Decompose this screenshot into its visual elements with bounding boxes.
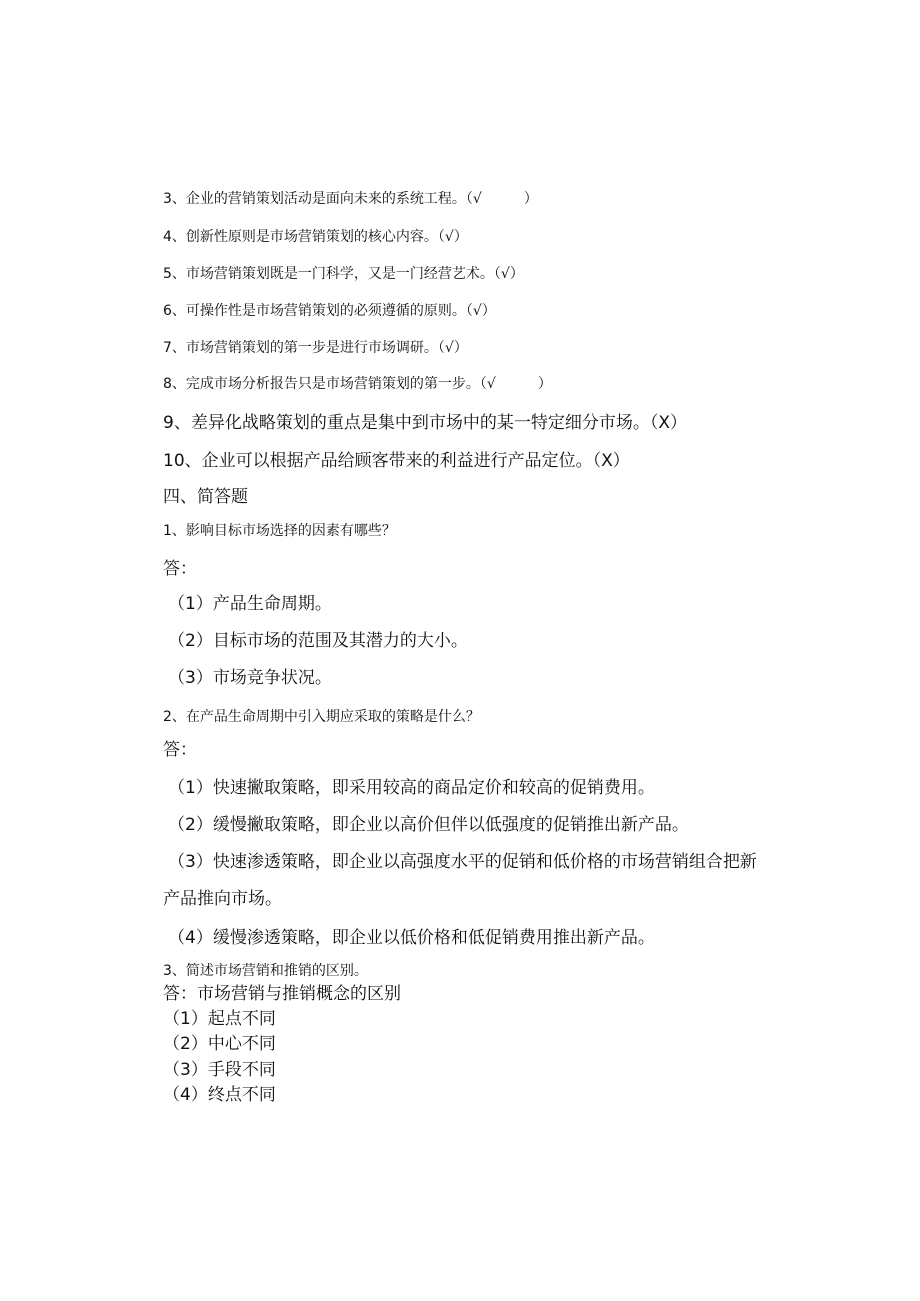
answer-2-item-2: （2）缓慢撇取策略，即企业以高价但伴以低强度的促销推出新产品。 xyxy=(168,815,689,835)
question-3: 3、简述市场营销和推销的区别。 xyxy=(163,963,368,979)
question-1: 1、影响目标市场选择的因素有哪些？ xyxy=(163,523,396,539)
answer-2-item-1: （1）快速撇取策略，即采用较高的商品定价和较高的促销费用。 xyxy=(168,778,655,798)
answer-label-3: 答：市场营销与推销概念的区别 xyxy=(163,984,401,1004)
answer-2-item-4: （4）缓慢渗透策略，即企业以低价格和低促销费用推出新产品。 xyxy=(168,928,655,948)
answer-2-item-3-continued: 产品推向市场。 xyxy=(163,889,282,909)
answer-2-item-3: （3）快速渗透策略，即企业以高强度水平的促销和低价格的市场营销组合把新 xyxy=(168,852,757,872)
answer-3-item-2: （2）中心不同 xyxy=(163,1034,276,1054)
judgement-item-8: 8、完成市场分析报告只是市场营销策划的第一步。（√ ） xyxy=(163,376,552,392)
answer-1-item-3: （3）市场竞争状况。 xyxy=(168,668,332,688)
question-2: 2、在产品生命周期中引入期应采取的策略是什么？ xyxy=(163,709,480,725)
judgement-item-3: 3、企业的营销策划活动是面向未来的系统工程。（√ ） xyxy=(163,191,538,207)
answer-label-1: 答： xyxy=(163,559,197,579)
judgement-item-5: 5、市场营销策划既是一门科学，又是一门经营艺术。（√） xyxy=(163,266,524,282)
judgement-item-10: 10、企业可以根据产品给顾客带来的利益进行产品定位。（X） xyxy=(163,451,630,471)
answer-3-item-3: （3）手段不同 xyxy=(163,1060,276,1080)
answer-3-item-4: （4）终点不同 xyxy=(163,1085,276,1105)
answer-label-2: 答： xyxy=(163,740,197,760)
answer-1-item-1: （1）产品生命周期。 xyxy=(168,594,332,614)
judgement-item-6: 6、可操作性是市场营销策划的必须遵循的原则。（√） xyxy=(163,303,496,319)
section-title: 四、简答题 xyxy=(163,487,248,507)
answer-3-item-1: （1）起点不同 xyxy=(163,1009,276,1029)
judgement-item-9: 9、差异化战略策划的重点是集中到市场中的某一特定细分市场。（X） xyxy=(163,413,687,433)
answer-1-item-2: （2）目标市场的范围及其潜力的大小。 xyxy=(168,631,468,651)
judgement-item-7: 7、市场营销策划的第一步是进行市场调研。（√） xyxy=(163,340,468,356)
judgement-item-4: 4、创新性原则是市场营销策划的核心内容。（√） xyxy=(163,229,468,245)
